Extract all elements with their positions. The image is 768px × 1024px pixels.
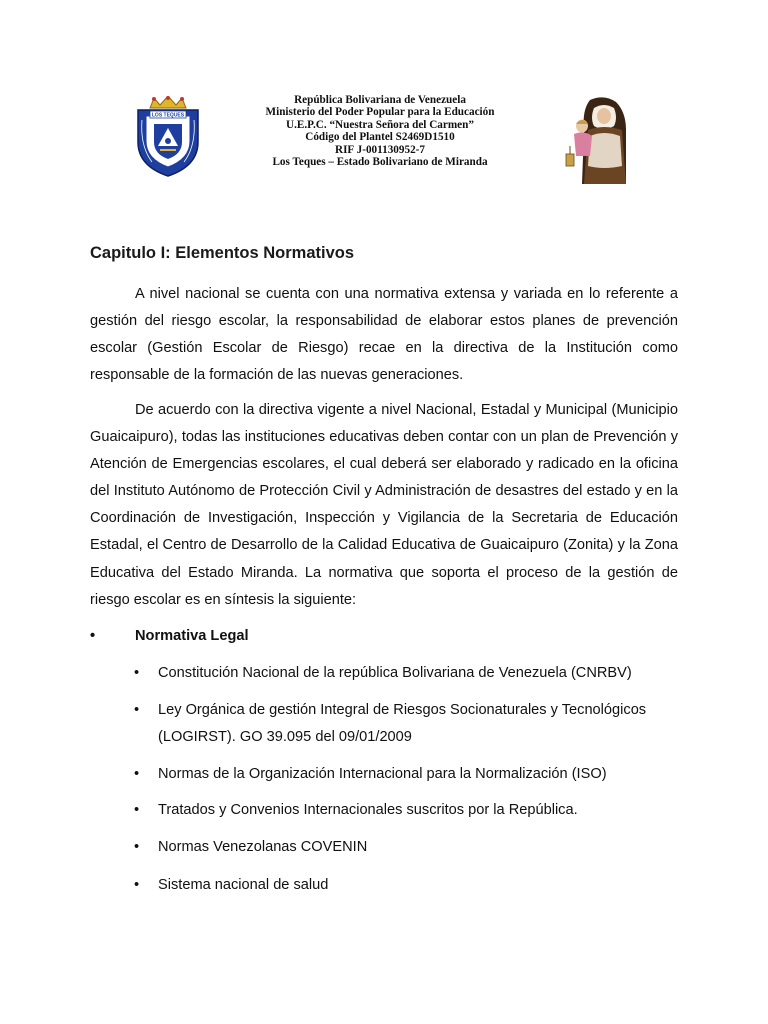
letterhead	[0, 90, 768, 185]
list-item-text: Tratados y Convenios Internacionales suscritos por la República.	[158, 802, 578, 818]
list-item-text: Sistema nacional de salud	[158, 877, 329, 893]
list-item-text: Ley Orgánica de gestión Integral de Riesgos Socionaturales y Tecnológicos (LOGIRST). GO 39.095 del 09/01/2009	[158, 702, 647, 745]
paragraph-directive: De acuerdo con la directiva vigente a nivel Nacional, Estadal y Municipal (Municipio Guaicaipuro), todas las instituciones educativas deben contar con un plan de Prevención y Atención de Emergencias escolares, el cual deberá ser elaborado y radicado en la oficina del Instituto Autónomo de Protección Civil y Administración de desastres del estado y en la Coordinación de Investigación, Inspección y Vigilancia de la Secretaria de Educación Estadal, el Centro de Desarrollo de la Calidad Educativa de Guaicaipuro (Zonita) y la Zona Educativa del Estado Miranda. La normativa que soporta el proceso de la gestión de riesgo escolar es en síntesis la siguiente:	[90, 402, 678, 608]
letterhead-line-location: Los Teques – Estado Bolivariano de Miranda	[272, 156, 488, 169]
seal-banner-text: LOS TEQUES	[151, 112, 185, 119]
list-heading-text: Normativa Legal	[135, 628, 249, 644]
saint-image	[560, 96, 644, 184]
letterhead-line-rif: RIF J-001130952-7	[334, 143, 425, 156]
list-item-text: Normas Venezolanas COVENIN	[158, 839, 368, 855]
bullet-icon: •	[134, 839, 140, 855]
letterhead-line-code: Código del Plantel S2469D1510	[305, 131, 455, 144]
bullet-icon: •	[134, 702, 140, 718]
paragraph-intro: A nivel nacional se cuenta con una normativa extensa y variada en lo referente a gestión del riesgo escolar, la responsabilidad de elaborar estos planes de prevención escolar (Gestión Escolar de Riesgo) recae en la directiva de la Institución como responsable de la formación de las nuevas generaciones.	[90, 286, 678, 384]
letterhead-line-school: U.E.P.C. “Nuestra Señora del Carmen”	[286, 118, 474, 131]
list-item-text: Constitución Nacional de la república Bolivariana de Venezuela (CNRBV)	[158, 665, 632, 681]
bullet-icon: •	[134, 665, 140, 681]
bullet-icon: •	[134, 877, 140, 893]
letterhead-line-country: República Bolivariana de Venezuela	[294, 94, 466, 106]
letterhead-line-ministry: Ministerio del Poder Popular para la Educación	[265, 106, 495, 119]
chapter-title: Capitulo I: Elementos Normativos	[90, 244, 355, 262]
school-seal-logo	[132, 96, 204, 178]
bullet-icon: •	[134, 802, 140, 818]
bullet-icon: •	[90, 628, 96, 644]
list-item-text: Normas de la Organización Internacional para la Normalización (ISO)	[158, 766, 607, 782]
letterhead-text	[230, 94, 530, 168]
bullet-icon: •	[134, 766, 140, 782]
